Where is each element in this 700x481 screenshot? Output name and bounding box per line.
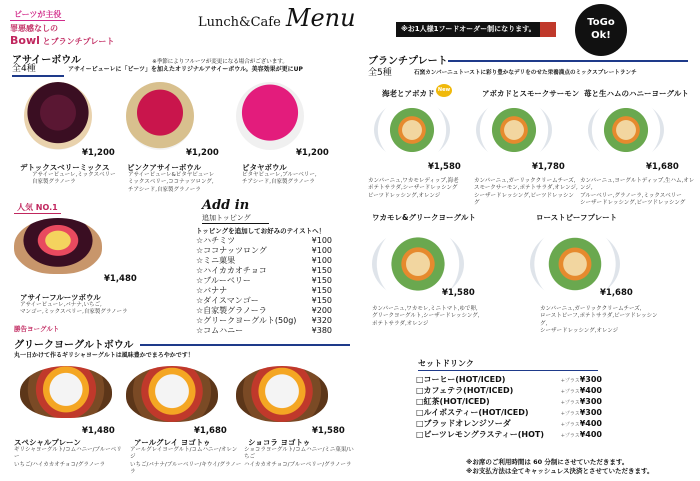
- acai-price-1: ¥1,200: [82, 148, 115, 158]
- page-title: [198, 4, 368, 32]
- greek-header: グリークヨーグルトボウル: [14, 340, 134, 351]
- acai-name-2: ピンクアサイーボウル: [127, 163, 202, 172]
- greek-desc-1: ギリシャヨーグルト/コムハニー/ブルーベリー いちご/ハイカカオチョコ/グラノーラ: [14, 447, 122, 468]
- brunch-divider: [448, 60, 688, 62]
- brunch-price-4: ¥1,580: [442, 288, 475, 298]
- greek-bowl-photo-1: [20, 366, 112, 418]
- drink-row: □カフェテラ(HOT/ICED) +プラス¥400: [416, 386, 602, 396]
- drink-row: □ビーツレモングラスティー(HOT) +プラス¥400: [416, 430, 602, 440]
- footer-line1: ※お席のご利用時間は 60 分制にさせていただきます。: [466, 458, 629, 466]
- addin-list: [196, 236, 332, 336]
- brunch-price-1: ¥1,580: [428, 162, 461, 172]
- popular-bowl-photo: [14, 218, 102, 274]
- brunch-desc-4: カンパーニュ,ワカモレ,ミニトマト,ゆで卵, グリークヨーグルト,シーザードレッシング, ポテトサラダ,オレンジ: [372, 306, 480, 327]
- drink-row: □紅茶(HOT/ICED) +プラス¥300: [416, 397, 602, 407]
- addin-item: ☆バナナ ¥150: [196, 286, 332, 295]
- brunch-price-3: ¥1,680: [646, 162, 679, 172]
- acai-desc-3: ピタヤピューレ,ブルーベリー, チアシード,自家製グラノーラ: [242, 172, 317, 186]
- acai-bowl-photo-1: [24, 82, 92, 150]
- brunch-header: ブランチプレート: [368, 56, 448, 67]
- acai-name-1: デトックスベリーミックス: [20, 163, 110, 172]
- addin-item: ☆グリークヨーグルト(50g) ¥320: [196, 316, 332, 325]
- drink-row: □コーヒー(HOT/ICED) +プラス¥300: [416, 375, 602, 384]
- banner-tag: ビーツが主役: [10, 9, 65, 21]
- addin-item: ☆ハチミツ ¥100: [196, 236, 332, 245]
- brunch-price-2: ¥1,780: [532, 162, 565, 172]
- order-note: ※お1人様1フードオーダー制になります。: [396, 22, 556, 37]
- banner-line1: 罪悪感なしの: [10, 24, 58, 33]
- drinks-underline: [418, 370, 598, 371]
- greek-price-2: ¥1,680: [194, 426, 227, 436]
- brunch-name-1: 海老とアボカド: [382, 89, 435, 98]
- acai-name-3: ピタヤボウル: [242, 163, 287, 172]
- acai-sub: アサイーピューレに「ビーツ」を加えたオリジナルアサイーボウル。美容効果が更にUP: [68, 66, 303, 73]
- addin-title: Add in: [202, 198, 250, 213]
- popular-name: アサイーフルーツボウル: [20, 293, 101, 302]
- acai-desc-2: アサイーピューレ&ピタヤピューレ ミックスベリー,ココナッツロング, チアシード,自家製グラノーラ: [128, 172, 215, 193]
- title-small: Lunch&Cafe: [198, 15, 281, 30]
- togo-line2: Ok!: [591, 30, 611, 41]
- acai-header: アサイーボウル ※季節によりフルーツが変更になる場合がございます。: [12, 55, 288, 66]
- greek-divider: [140, 344, 350, 346]
- title-big: Menu: [285, 4, 356, 32]
- acai-price-2: ¥1,200: [186, 148, 219, 158]
- addin-lead: トッピングを追加してお好みのテイストへ！: [196, 227, 326, 235]
- brunch-plate-photo-3: [588, 100, 664, 160]
- brunch-plate-photo-2: [476, 100, 552, 160]
- brunch-desc-1: カンパーニュ,ワカモレディップ,海老 ポテトサラダ,シーザードレッシング ビーツドレッシング,オレンジ: [368, 178, 459, 199]
- addin-item: ☆ミニ菓果 ¥100: [196, 256, 332, 265]
- greek-price-1: ¥1,480: [82, 426, 115, 436]
- footer-line2: ※お支払方法は全てキャッシュレス決済とさせていただきます。: [466, 467, 654, 475]
- greek-price-3: ¥1,580: [312, 426, 345, 436]
- acai-divider: [12, 75, 64, 77]
- order-note-accent: [540, 22, 556, 37]
- popular-price: ¥1,480: [104, 274, 137, 284]
- acai-price-3: ¥1,200: [296, 148, 329, 158]
- new-badge: New: [436, 84, 452, 97]
- greek-name-2: アールグレイ ヨゴトゥ: [134, 438, 211, 447]
- brunch-plate-photo-1: [374, 100, 450, 160]
- addin-item: ☆ブルーベリー ¥150: [196, 276, 332, 285]
- brunch-name-2: アボカドとスモークサーモン: [482, 89, 580, 98]
- addin-item: ☆コムハニー ¥380: [196, 326, 332, 335]
- greek-name-3: ショコラ ヨゴトゥ: [248, 438, 311, 447]
- addin-item: ☆ハイカカオチョコ ¥150: [196, 266, 332, 275]
- acai-count: 全4種: [12, 64, 36, 74]
- togo-badge: [575, 4, 627, 56]
- brunch-name-5: ローストビーフプレート: [536, 213, 618, 222]
- banner-line2: とブランチプレート: [42, 37, 115, 46]
- brunch-name-3: 苺と生ハムのハニーヨーグルト: [584, 89, 689, 98]
- banner-bowl: Bowl: [10, 34, 40, 47]
- left-banner: [10, 2, 150, 47]
- acai-desc-1: アサイーピューレ,ミックスベリー 自家製グラノーラ: [32, 172, 116, 186]
- drink-row: □ルイボスティー(HOT/ICED) +プラス¥300: [416, 408, 602, 418]
- brunch-sub: 石窯カンパーニュトーストに彩り豊かなデリをのせた栄養満点のミックスプレートランチ: [414, 70, 637, 76]
- addin-item: ☆ダイスマンゴー ¥150: [196, 296, 332, 305]
- brunch-price-5: ¥1,680: [600, 288, 633, 298]
- acai-bowl-photo-3: [236, 82, 304, 150]
- brunch-name-4: ワカモレ&グリークヨーグルト: [372, 213, 476, 222]
- greek-name-1: スペシャルプレーン: [14, 438, 81, 447]
- greek-bowl-photo-3: [236, 366, 328, 422]
- drinks-header: セットドリンク: [418, 359, 474, 368]
- footer-notes: [466, 458, 653, 476]
- addin-item: ☆ココナッツロング ¥100: [196, 246, 332, 255]
- greek-sub: 丸一日かけて作るギリシャヨーグルトは風味豊かでまろやかです！: [14, 352, 194, 359]
- addin-item: ☆自家製グラノーラ ¥200: [196, 306, 332, 315]
- greek-bowl-photo-2: [126, 366, 218, 422]
- popular-tag: 人気 NO.1: [14, 202, 61, 214]
- greek-tag: 勝告ヨーグルト: [14, 325, 60, 333]
- brunch-desc-2: カンパーニュ,ガーリッククリームチーズ, スモークサーモン,ポテトサラダ,オレンジ, シーザードレッシング,ビーツドレッシング: [474, 178, 578, 207]
- brunch-desc-5: カンパーニュ,ガーリッククリームチーズ, ローストビーフ,ポテトサラダ,ビーツドレッシング, シーザードレッシング,オレンジ: [540, 306, 658, 335]
- addin-sub: 追加トッピング: [202, 213, 269, 224]
- popular-desc: アサイーピューレ,バナナ,いちご, マンゴー,ミックスベリー,自家製グラノーラ: [20, 302, 128, 316]
- drink-row: □ブラッドオレンジソーダ +プラス¥400: [416, 419, 602, 429]
- togo-line1: ToGo: [587, 17, 615, 28]
- greek-desc-3: ショコラヨーグルト/コムハニー/ミニ菓果/いちご ハイカカオチョコ/ブルーベリー/グラノーラ: [244, 447, 354, 468]
- acai-note: ※季節によりフルーツが変更になる場合がございます。: [152, 59, 288, 65]
- greek-desc-2: アールグレイヨーグルト/コムハニー/オレンジ いちご/バナナ/ブルーベリー/キウイ/グラノーラ: [130, 447, 242, 476]
- brunch-count: 全5種: [368, 68, 392, 78]
- acai-bowl-photo-2: [126, 82, 194, 150]
- brunch-desc-3: カンパーニュ,ヨーグルトディップ,生ハム,オレンジ, ブルーベリー,グラノーラ,ミックスベリー シーザードレッシング,ビーツドレッシング: [580, 178, 695, 207]
- drinks-list: [416, 374, 602, 440]
